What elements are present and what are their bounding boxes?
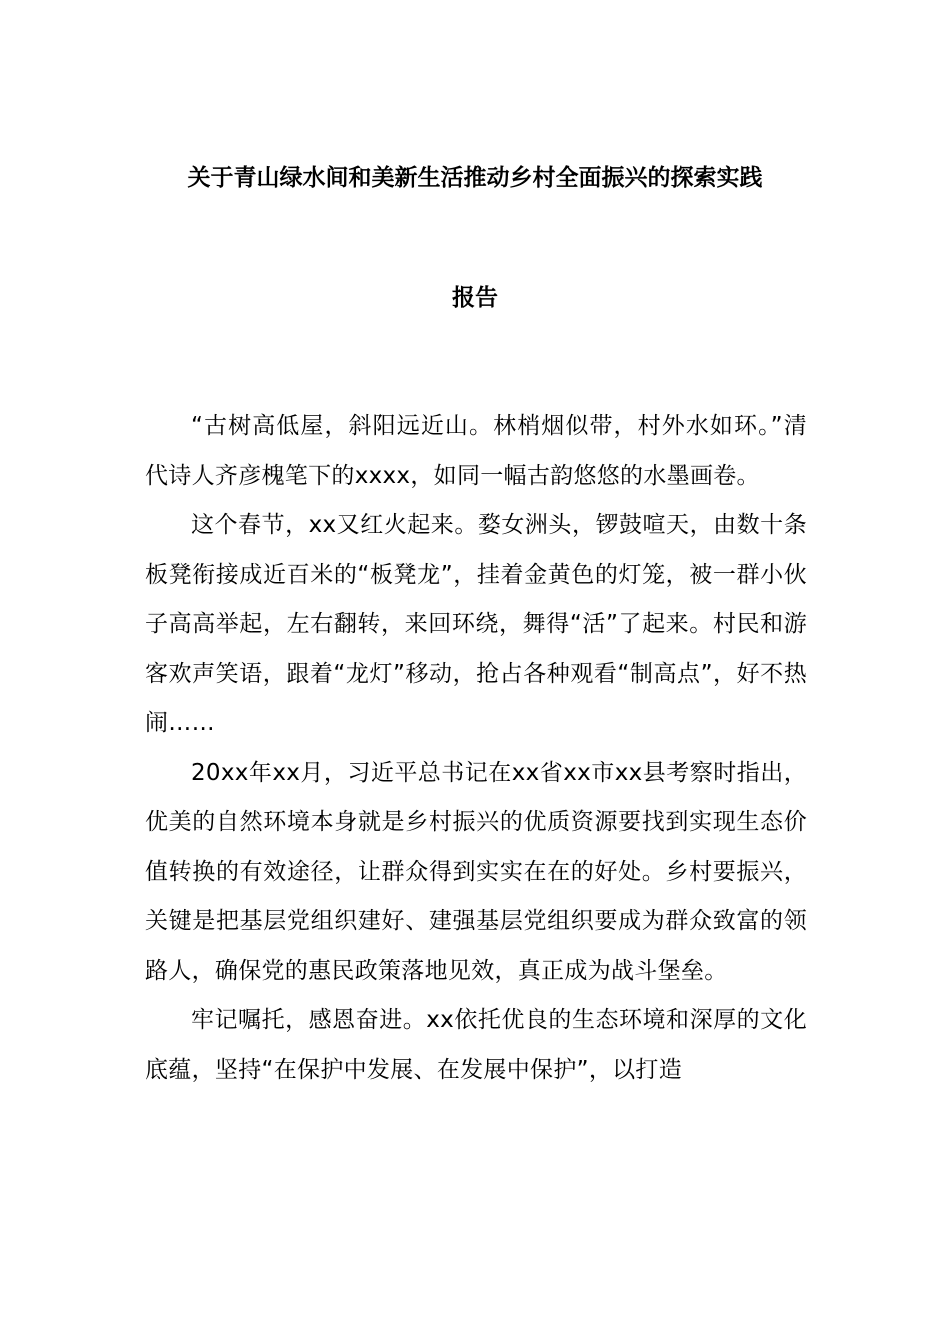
document-title-line-2: 报告 [452,285,498,311]
document-body [145,402,807,1095]
document-title-line-1: 关于青山绿水间和美新生活推动乡村全面振兴的探索实践 [187,165,763,191]
paragraph-4: 牢记嘱托，感恩奋进。xx依托优良的生态环境和深厚的文化底蕴，坚持“在保护中发展、在发展中保护”，以打造 [145,1007,807,1083]
paragraph-3: 20xx年xx月，习近平总书记在xx省xx市xx县考察时指出，优美的自然环境本身就是乡村振兴的优质资源要找到实现生态价值转换的有效途径，让群众得到实实在在的好处。乡村要振兴，关键是把基层党组织建好、建强基层党组织要成为群众致富的领路人，确保党的惠民政策落地见效，真正成为战斗堡垒。 [145,759,807,984]
paragraph-1: “古树高低屋，斜阳远近山。林梢烟似带，村外水如环。”清代诗人齐彦槐笔下的xxxx，如同一幅古韵悠悠的水墨画卷。 [145,413,807,489]
paragraph-2: 这个春节，xx又红火起来。婺女洲头，锣鼓喧天，由数十条板凳衔接成近百米的“板凳龙”，挂着金黄色的灯笼，被一群小伙子高高举起，左右翻转，来回环绕，舞得“活”了起来。村民和游客欢声笑语，跟着“龙灯”移动，抢占各种观看“制高点”，好不热闹…… [145,512,807,736]
